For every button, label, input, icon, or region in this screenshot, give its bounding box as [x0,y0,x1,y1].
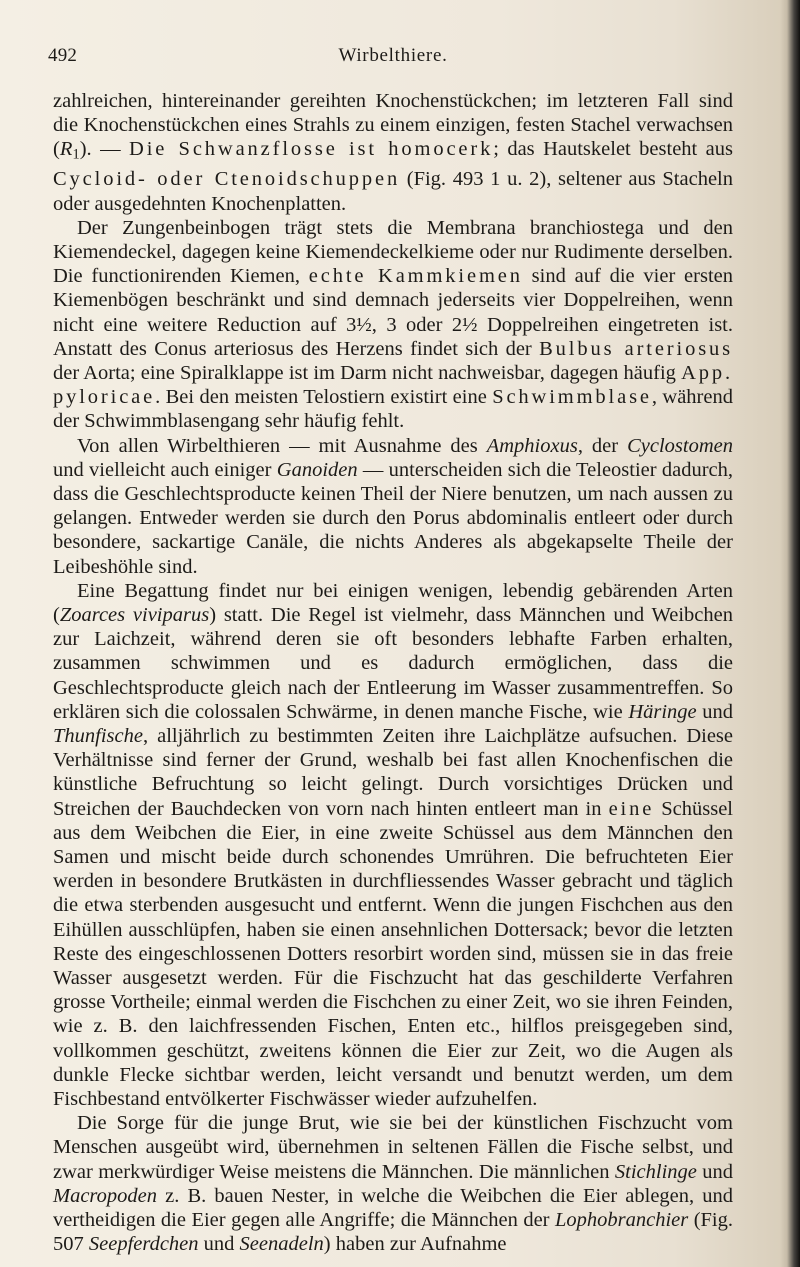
italic-term: Stichlinge [614,1160,697,1183]
spaced-term: eine [608,797,655,820]
italic-term: Macropoden [53,1184,157,1207]
page-number: 492 [48,45,78,66]
text-run: sind auf die vier ersten Kiemenbögen beschränkt und sind demnach jederseits vier Doppelreihen, wenn nicht eine weitere Reduction auf 3½, 3 oder 2½ Doppelreihen eingetreten ist. Anstatt des Conus arteriosus des Herzens findet sich der [53,265,734,360]
text-run: und [696,1160,734,1183]
body-text [53,89,733,1256]
paragraph-1 [53,89,733,216]
text-run: — unterscheiden sich die Teleostier dadurch, dass die Geschlechtsproducte keinen Theil der Niere benutzen, um nach aussen zu gelangen. Entweder werden sie durch den Porus abdominalis entleert oder durch besondere, sackartige Canäle, die nichts Anderes als abgekapselte Theile der Leibeshöhle sind. [53,458,734,578]
italic-term: Seepferdchen [88,1233,199,1256]
italic-term: Lophobranchier [554,1209,689,1232]
text-run: zahlreichen, hintereinander gereihten Knochenstückchen; im letzteren Fall sind die Knochenstückchen eines Strahls zu einem einzigen, festen Stachel verwachsen ( [53,90,733,161]
italic-term: Häringe [628,700,697,723]
text-run: Die Sorge für die junge Brut, wie sie bei der künstlichen Fischzucht vom Menschen ausgeübt wird, übernehmen in seltenen Fällen die Fische selbst, und zwar merkwürdiger Weise meistens die Männchen. Die männlichen [53,1112,733,1183]
text-run: , alljährlich zu bestimmten Zeiten ihre Laichplätze aufsuchen. Diese Verhältnisse sind ferner der Grund, weshalb bei fast allen Knochenfischen die künstliche Befruchtung so leicht gelingt. Durch vorsichtiges Drücken und Streichen der Bauchdecken von vorn nach hinten entleert man in [53,724,733,820]
paragraph-4 [53,579,733,1111]
spaced-term: Cycloid- oder Ctenoidschuppen [53,168,401,191]
italic-term: Zoarces viviparus [59,603,210,626]
text-run: (Fig. 507 [53,1209,733,1256]
text-run: z. B. bauen Nester, in welche die Weibchen die Eier ablegen, und vertheidigen die Eier gegen alle Angriffe; die Männchen der [53,1184,733,1232]
text-run: . Bei den meisten Telostiern existirt eine [155,386,493,409]
text-run: ) statt. Die Regel ist vielmehr, dass Männchen und Weibchen zur Laichzeit, während deren sie oft besonders lebhafte Farben erhalten, zusammen schwimmen und es dadurch ermöglichen, dass die Geschlechtsproducte gleich nach der Entleerung im Wasser zusammentreffen. So erklären sich die colossalen Schwärme, in denen manche Fische, wie [53,603,733,723]
text-run: ). — [79,138,130,161]
italic-term: Cyclostomen [627,434,733,457]
spaced-term: Schwimmblase [492,386,652,409]
paragraph-5 [53,1111,733,1256]
italic-term: Ganoiden [276,458,358,481]
text-run: (Fig. 493 1 u. 2), seltener aus Stacheln oder ausgedehnten Knochenplatten. [53,168,733,215]
italic-term: Seenadeln [239,1233,324,1256]
italic-term: R [59,138,73,161]
page-header [48,45,738,69]
text-run: Der Zungenbeinbogen trägt stets die Membrana branchiostega und den Kiemendeckel, dagegen keine Kiemendeckelkieme oder nur Rudimente derselben. Die functionirenden Kiemen, [53,216,733,288]
spaced-term: Die Schwanzflosse ist homocerk [129,138,494,161]
spaced-term: echte Kammkiemen [308,265,523,288]
page-edge-shadow [780,0,800,1267]
italic-term: Amphioxus [486,434,578,457]
text-run: und [696,700,734,723]
paragraph-3 [53,434,733,579]
text-run: , während der Schwimmblasengang sehr häufig fehlt. [53,386,733,433]
spaced-term: Bulbus arteriosus [539,337,734,360]
italic-term: Thunfische [53,724,143,747]
text-run: der Aorta; eine Spiralklappe ist im Darm nicht nachweisbar, dagegen häufig [53,361,682,384]
text-run: Von allen Wirbelthieren — mit Ausnahme des [77,434,487,457]
spaced-term: App. pyloricae [53,361,733,409]
paragraph-2 [53,216,733,434]
text-run: ) haben zur Aufnahme [323,1233,507,1256]
text-run: Eine Begattung findet nur bei einigen wenigen, lebendig gebärenden Arten ( [53,579,733,626]
subscript: 1 [72,147,80,164]
text-run: Schüssel aus dem Weibchen die Eier, in eine zweite Schüssel aus dem Männchen den Samen und mischt beide durch schonendes Umrühren. Die befruchteten Eier werden in besondere Brutkästen in durchfliessendes Wasser gebracht und täglich die etwa sterbenden ausgesucht und entfernt. Wenn die jungen Fischchen aus den Eihüllen ausschlüpfen, haben sie einen ansehnlichen Dottersack; bevor die letzten Reste des eingeschlossenen Dotters resorbirt worden sind, müssen sie in das freie Wasser ausgesetzt werden. Für die Fischzucht hat das geschilderte Verfahren grosse Vortheile; einmal werden die Fischchen zu einer Zeit, wo sie ihren Feinden, wie z. B. den laichfressenden Fischen, Enten etc., hilflos preisgegeben sind, vollkommen geschützt, zweitens können die Eier zur Zeit, wo die Augen als dunkle Flecke sichtbar werden, leicht versandt und benutzt werden, um dem Fischbestand entvölkerter Fischwässer wieder aufzuhelfen. [53,797,733,1111]
text-run: und vielleicht auch einiger [53,458,277,481]
running-title: Wirbelthiere. [338,45,448,66]
text-run: , der [577,434,628,457]
text-run: ; das Hautskelet besteht aus [493,138,733,161]
text-run: und [198,1233,240,1256]
